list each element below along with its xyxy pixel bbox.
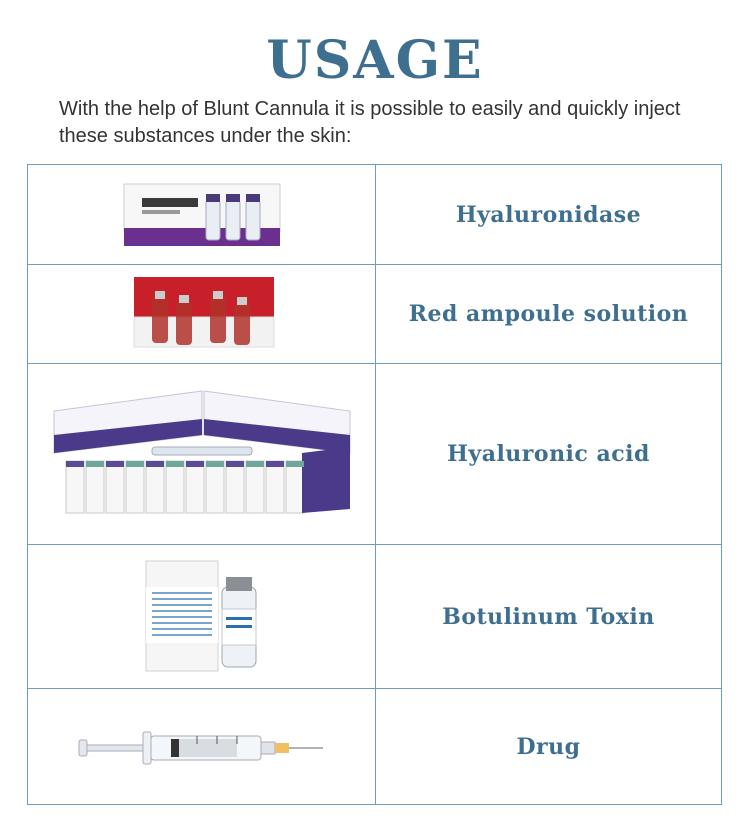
product-image-cell [28,689,376,804]
table-row [28,688,721,804]
substance-label: Botulinum Toxin [442,603,655,630]
table-row [28,363,721,544]
red-ampoule-box-image [122,273,282,355]
substance-label: Red ampoule solution [408,301,689,327]
intro-text: With the help of Blunt Cannula it is possible to easily and quickly inject these substances under the skin: [59,98,681,147]
substance-label: Hyaluronidase [455,201,642,228]
product-image-cell [28,364,376,544]
table-row [28,544,721,688]
liporase-box-image [122,180,282,250]
table-row [28,165,721,264]
product-image-cell [28,545,376,688]
substance-label: Drug [516,733,581,760]
substances-table [27,164,722,805]
product-image-cell [28,165,376,264]
substance-label: Hyaluronic acid [447,441,650,467]
botulax-vial-image [142,557,262,677]
table-row [28,264,721,363]
syringe-image [77,712,327,782]
product-image-cell [28,265,376,363]
page-title: USAGE [266,30,484,91]
hyaluronic-acid-boxes-image [52,389,352,519]
